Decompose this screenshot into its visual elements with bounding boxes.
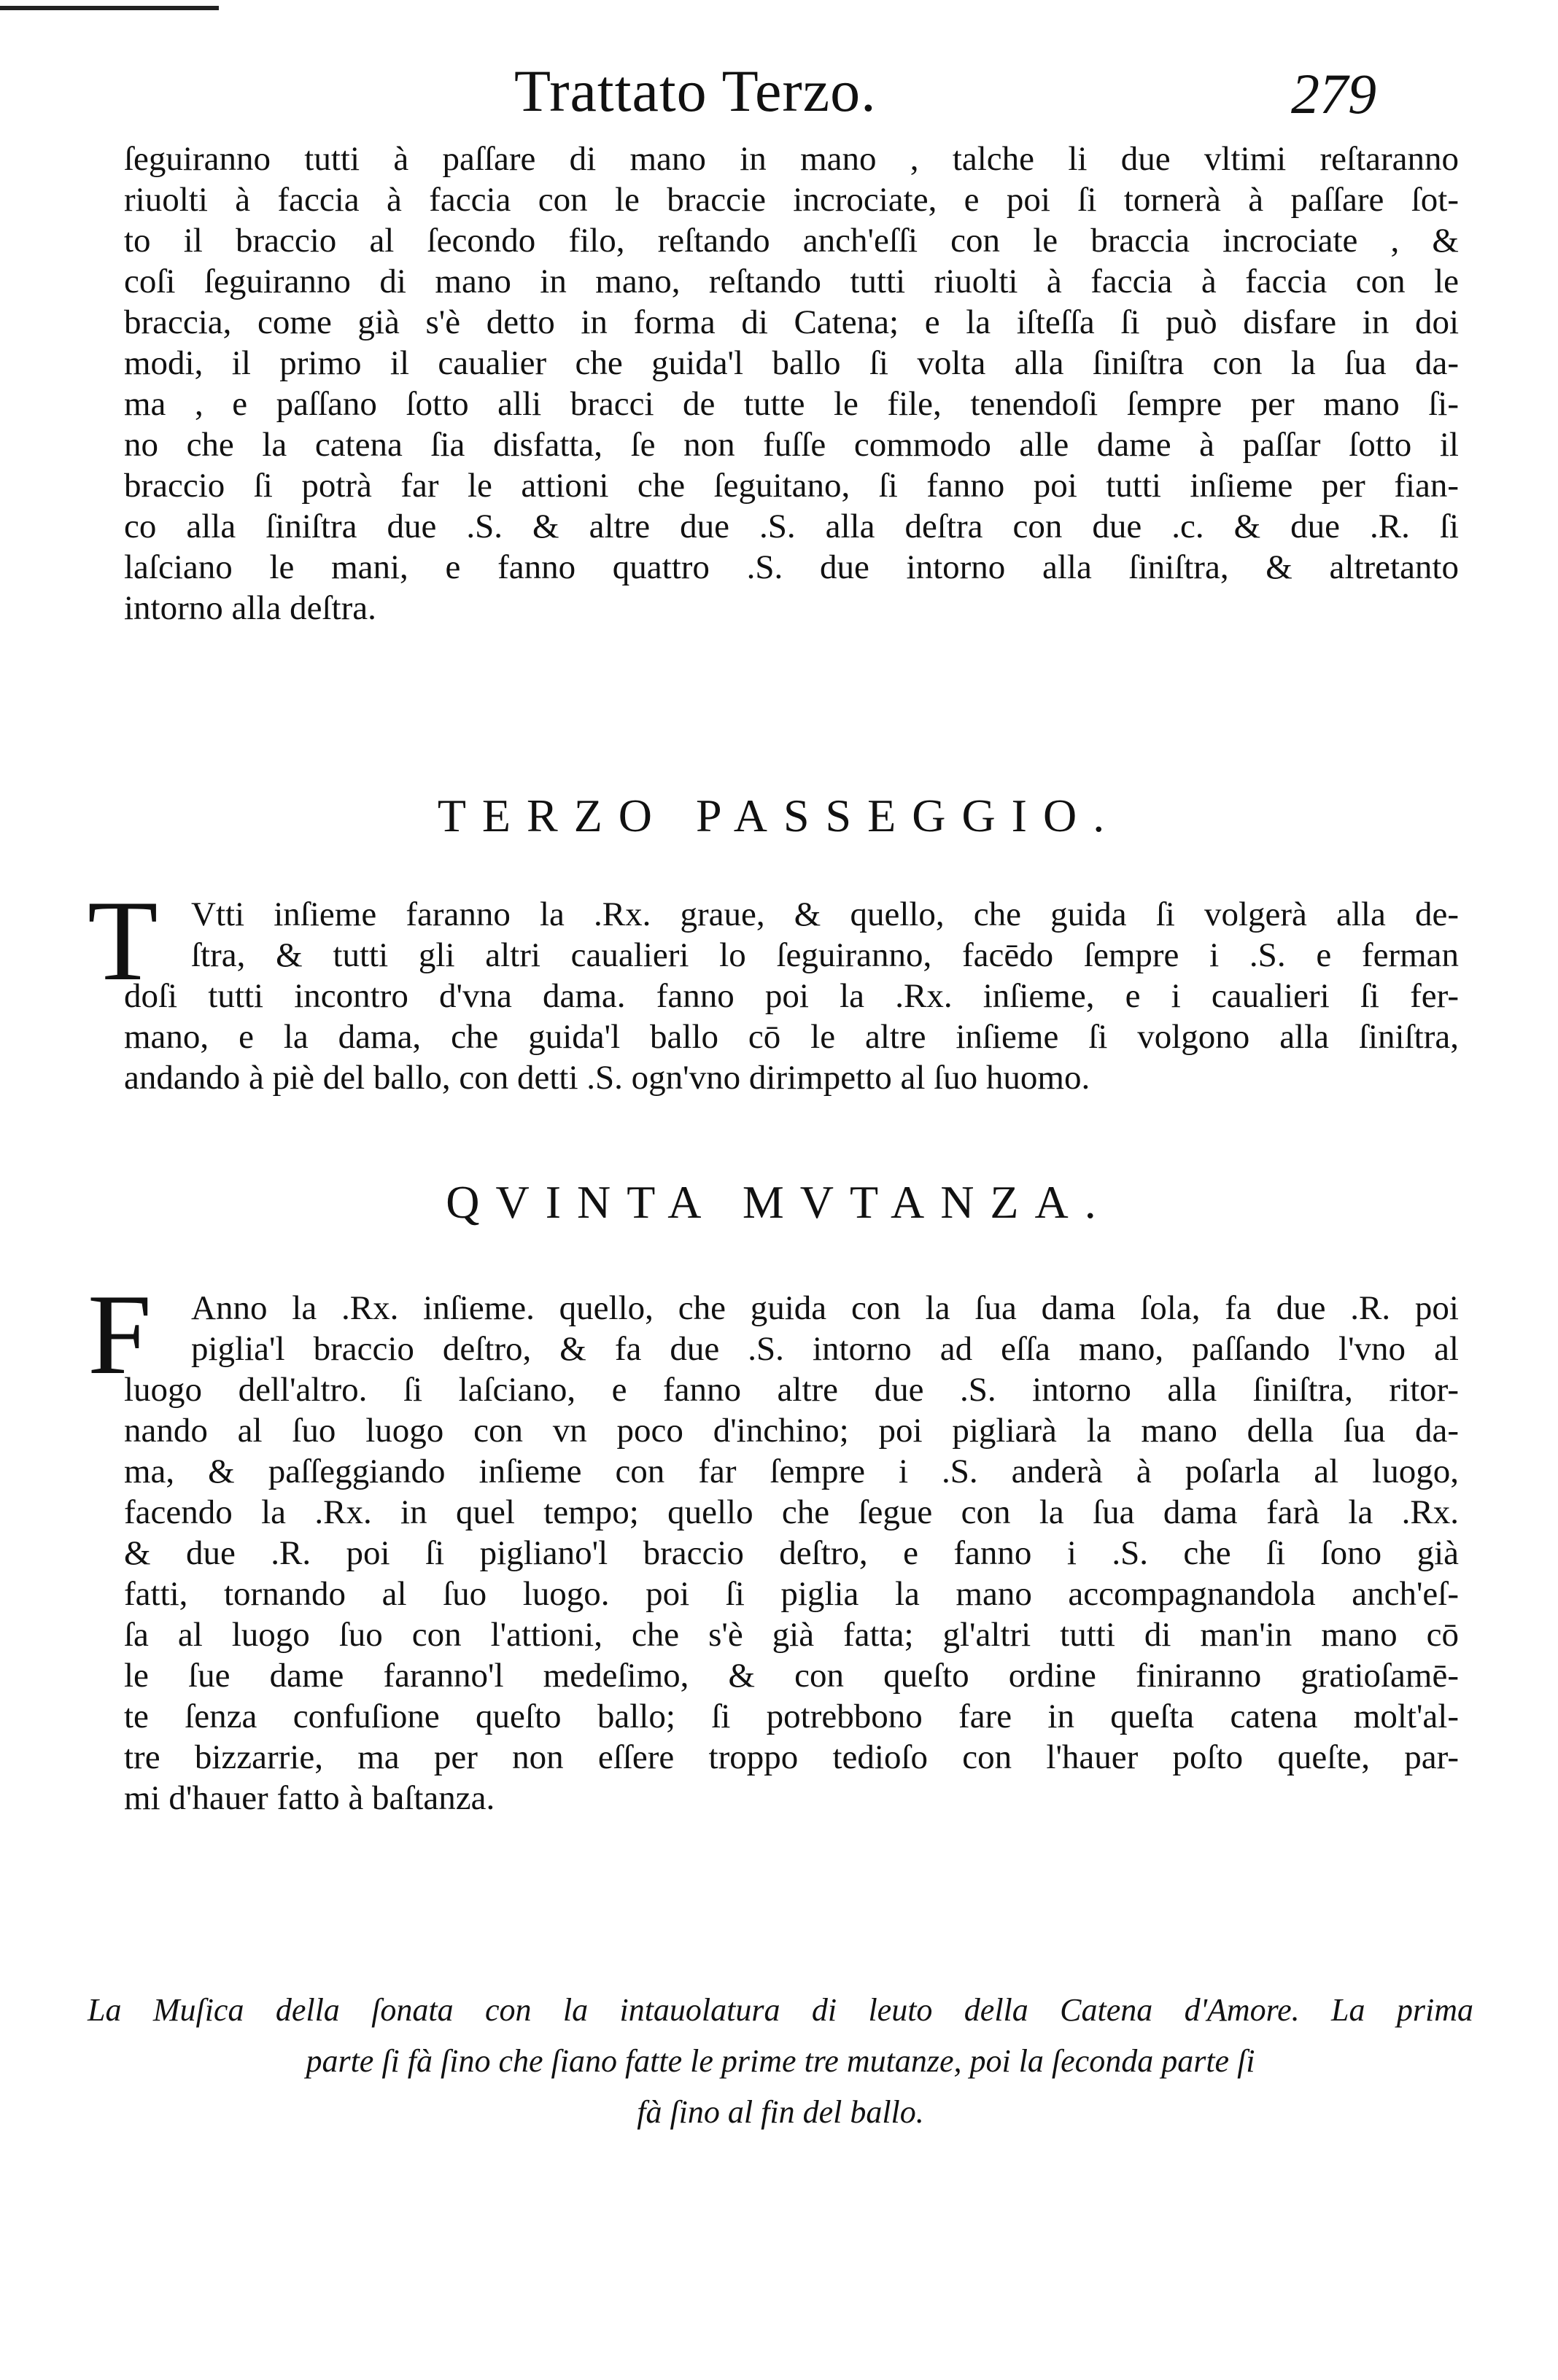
drop-cap: F: [88, 1271, 152, 1399]
text-line: no che la catena ſia disfatta, ſe non fuſſe commodo alle dame à paſſar ſotto il: [124, 426, 1459, 464]
caption-line: parte ſi fà ſino che ſiano fatte le prime tre mutanze, poi la ſeconda parte ſi: [306, 2043, 1255, 2079]
section-heading-terzo-passeggio: TERZO PASSEGGIO.: [437, 790, 1121, 841]
drop-cap: T: [88, 877, 158, 1005]
text-line: doſi tutti incontro d'vna dama. fanno poi la .Rx. inſieme, e i caualieri ſi fer-: [124, 977, 1459, 1015]
text-line: riuolti à faccia à faccia con le braccie incrociate, e poi ſi tornerà à paſſare ſot-: [124, 181, 1459, 219]
text-line: & due .R. poi ſi pigliano'l braccio deſtro, e fanno i .S. che ſi ſono già: [124, 1534, 1459, 1572]
page-number: 279: [1291, 62, 1376, 125]
text-line: Vtti inſieme faranno la .Rx. graue, & quello, che guida ſi volgerà alla de-: [191, 895, 1459, 933]
running-head: [0, 57, 1558, 137]
text-line: te ſenza confuſione queſto ballo; ſi potrebbono fare in queſta catena molt'al-: [124, 1698, 1459, 1735]
text-line: piglia'l braccio deſtro, & fa due .S. intorno ad eſſa mano, paſſando l'vno al: [191, 1330, 1459, 1368]
text-line: intorno alla deſtra.: [124, 589, 376, 627]
text-line: fatti, tornando al ſuo luogo. poi ſi piglia la mano accompagnandola anch'eſ-: [124, 1575, 1459, 1613]
text-line: ſa al luogo ſuo con l'attioni, che s'è già fatta; gl'altri tutti di man'in mano cō: [124, 1616, 1459, 1654]
text-line: le ſue dame faranno'l medeſimo, & con queſto ordine finiranno gratioſamē-: [124, 1657, 1459, 1695]
intro-paragraph: [124, 139, 1459, 629]
text-line: Anno la .Rx. inſieme. quello, che guida con la ſua dama ſola, fa due .R. poi: [191, 1289, 1459, 1327]
text-line: laſciano le mani, e fanno quattro .S. due intorno alla ſiniſtra, & altretanto: [124, 548, 1459, 586]
text-line: co alla ſiniſtra due .S. & altre due .S. alla deſtra con due .c. & due .R. ſi: [124, 508, 1459, 545]
top-rule: [0, 6, 219, 10]
text-line: mi d'hauer fatto à baſtanza.: [124, 1779, 495, 1817]
text-line: mano, e la dama, che guida'l ballo cō le altre inſieme ſi volgono alla ſiniſtra,: [124, 1018, 1459, 1056]
text-line: tre bizzarrie, ma per non eſſere troppo tedioſo con l'hauer poſto queſte, par-: [124, 1738, 1459, 1776]
text-line: modi, il primo il caualier che guida'l ballo ſi volta alla ſiniſtra con la ſua da-: [124, 344, 1459, 382]
text-line: ſtra, & tutti gli altri caualieri lo ſeguiranno, facēdo ſempre i .S. e ferman: [191, 936, 1459, 974]
text-line: braccia, come già s'è detto in forma di Catena; e la iſteſſa ſi può disfare in doi: [124, 303, 1459, 341]
text-line: ma , e paſſano ſotto alli bracci de tutte le file, tenendoſi ſempre per mano ſi-: [124, 385, 1459, 423]
music-caption: [88, 1985, 1473, 2138]
text-line: coſi ſeguiranno di mano in mano, reſtando tutti riuolti à faccia à faccia con le: [124, 262, 1459, 300]
section-heading-quinta-mutanza: QVINTA MVTANZA.: [446, 1176, 1112, 1228]
section1-paragraph: [124, 894, 1459, 1098]
running-title: Trattato Terzo.: [514, 58, 877, 124]
text-line: luogo dell'altro. ſi laſciano, e fanno altre due .S. intorno alla ſiniſtra, ritor-: [124, 1371, 1459, 1409]
caption-line: La Muſica della ſonata con la intauolatura di leuto della Catena d'Amore. La prima: [88, 1992, 1473, 2028]
text-line: ma, & paſſeggiando inſieme con far ſempre i .S. anderà à poſarla al luogo,: [124, 1452, 1459, 1490]
text-line: braccio ſi potrà far le attioni che ſeguitano, ſi fanno poi tutti inſieme per fian-: [124, 467, 1459, 505]
caption-line: fà ſino al fin del ballo.: [637, 2094, 924, 2130]
text-line: ſeguiranno tutti à paſſare di mano in mano , talche li due vltimi reſtaranno: [124, 140, 1459, 178]
text-line: facendo la .Rx. in quel tempo; quello che ſegue con la ſua dama farà la .Rx.: [124, 1493, 1459, 1531]
text-line: andando à piè del ballo, con detti .S. ogn'vno dirimpetto al ſuo huomo.: [124, 1059, 1090, 1097]
section2-paragraph: [124, 1288, 1459, 1819]
text-line: to il braccio al ſecondo filo, reſtando anch'eſſi con le braccia incrociate , &: [124, 222, 1459, 260]
text-line: nando al ſuo luogo con vn poco d'inchino; poi pigliarà la mano della ſua da-: [124, 1412, 1459, 1450]
